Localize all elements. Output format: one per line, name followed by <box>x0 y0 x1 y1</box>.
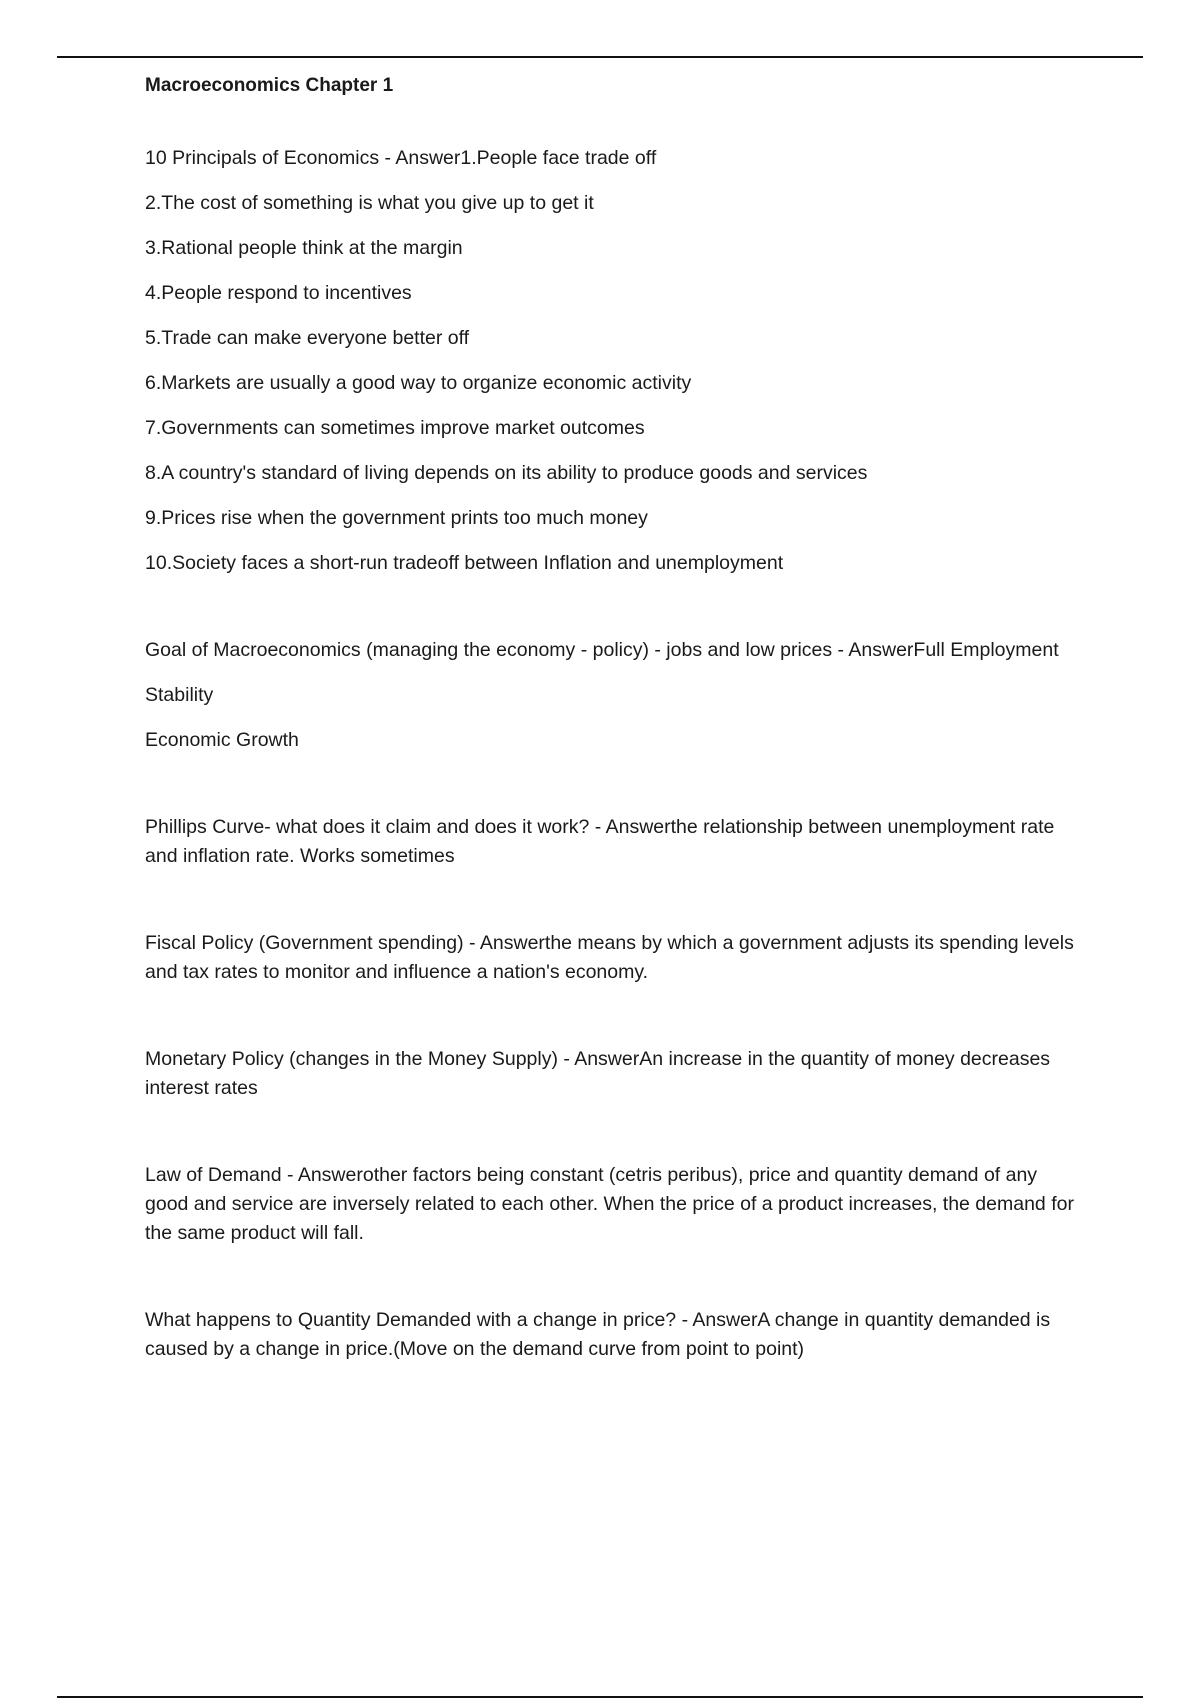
principle-item: 6.Markets are usually a good way to organize economic activity <box>145 372 692 394</box>
principle-item: 10 Principals of Economics - Answer1.People face trade off <box>145 147 657 169</box>
goal-answer-line: Economic Growth <box>145 729 299 751</box>
qa-text: What happens to Quantity Demanded with a change in price? - AnswerA change in quantity demanded is caused by a change in price.(Move on the demand curve from point to point) <box>145 1309 1051 1360</box>
goal-answer-line: Stability <box>145 684 214 706</box>
top-divider <box>57 56 1143 58</box>
qa-text: Law of Demand - Answerother factors being constant (cetris peribus), price and quantity demand of any good and service are inversely related to each other. When the price of a product increases, the demand for the same product will fall. <box>145 1164 1074 1244</box>
qa-text: Phillips Curve- what does it claim and does it work? - Answerthe relationship between unemployment rate and inflation rate. Works sometimes <box>145 816 1055 867</box>
qa-quantity-demanded <box>145 1306 1085 1364</box>
principle-item: 9.Prices rise when the government prints too much money <box>145 507 648 529</box>
qa-text: Monetary Policy (changes in the Money Supply) - AnswerAn increase in the quantity of money decreases interest rates <box>145 1048 1051 1099</box>
qa-text: Fiscal Policy (Government spending) - Answerthe means by which a government adjusts its spending levels and tax rates to monitor and influence a nation's economy. <box>145 932 1074 983</box>
principle-item: 10.Society faces a short-run tradeoff between Inflation and unemployment <box>145 552 784 574</box>
qa-law-of-demand <box>145 1161 1085 1248</box>
bottom-divider <box>57 1696 1143 1698</box>
document-page <box>145 72 1085 1364</box>
goal-question: Goal of Macroeconomics (managing the economy - policy) - jobs and low prices - AnswerFull Employment <box>145 639 1059 661</box>
principle-item: 4.People respond to incentives <box>145 282 412 304</box>
principle-item: 2.The cost of something is what you give up to get it <box>145 192 594 214</box>
principle-item: 7.Governments can sometimes improve market outcomes <box>145 417 645 439</box>
principle-item: 5.Trade can make everyone better off <box>145 327 470 349</box>
qa-fiscal-policy <box>145 929 1085 987</box>
qa-phillips-curve <box>145 813 1085 871</box>
document-title: Macroeconomics Chapter 1 <box>145 75 394 96</box>
goal-section <box>145 636 1085 755</box>
principle-item: 3.Rational people think at the margin <box>145 237 463 259</box>
qa-monetary-policy <box>145 1045 1085 1103</box>
principle-item: 8.A country's standard of living depends on its ability to produce goods and services <box>145 462 868 484</box>
principles-list <box>145 144 1085 578</box>
